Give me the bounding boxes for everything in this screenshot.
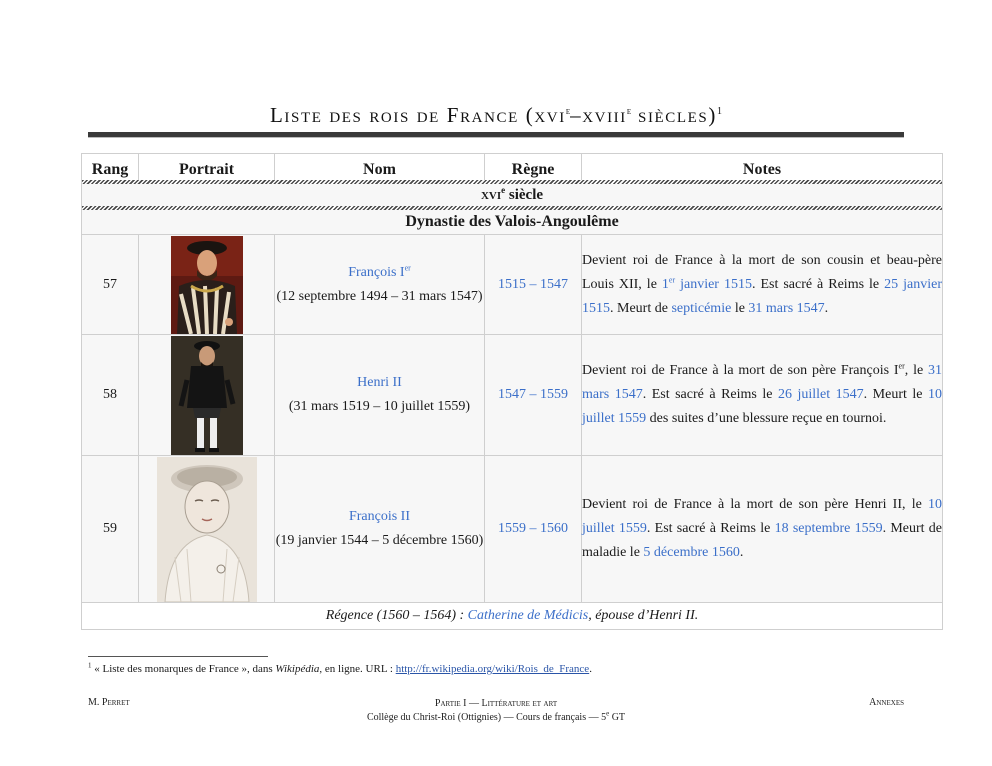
rang-cell: 59 <box>82 456 139 603</box>
king-name-link[interactable]: Henri II <box>357 375 402 390</box>
notes-link[interactable]: septicémie <box>671 300 732 316</box>
notes-text: . Est sacré à Reims le <box>751 276 885 292</box>
footer-center <box>0 697 992 725</box>
regence-suffix: , épouse d’Henri II. <box>588 608 699 623</box>
portrait-francois-ii[interactable] <box>157 457 257 602</box>
notes-text: des suites d’une blessure reçue en tournoi. <box>646 411 887 426</box>
king-dates: (19 janvier 1544 – 5 décembre 1560) <box>275 533 484 548</box>
reign-link[interactable]: 1515 – 1547 <box>485 235 582 335</box>
king-dates: (31 mars 1519 – 10 juillet 1559) <box>288 399 471 414</box>
reign-link[interactable]: 1547 – 1559 <box>485 335 582 456</box>
portrait-cell <box>139 335 275 456</box>
century-row <box>82 184 943 206</box>
footer-author: M. Perret <box>88 697 130 708</box>
notes-cell <box>582 235 943 335</box>
title-sup: e <box>626 106 632 117</box>
regence-prefix: Régence (1560 – 1564) : <box>325 608 468 623</box>
name-cell <box>275 335 485 456</box>
dynasty-label: Dynastie des Valois-Angoulême <box>82 210 943 235</box>
footnote-text: « Liste des monarques de France », dans <box>91 663 276 675</box>
notes-text: . Est sacré à Reims le <box>642 387 778 402</box>
notes-text: . <box>824 300 829 316</box>
notes-text: Devient roi de France à la mort de son père François I <box>582 363 899 378</box>
notes-cell <box>582 335 943 456</box>
column-header-rang: Rang <box>82 154 139 181</box>
notes-text: . Meurt de maladie le <box>582 521 942 560</box>
notes-text: le <box>731 300 749 316</box>
footnote-number: 1 <box>88 661 92 670</box>
title-text: siècles) <box>631 103 717 127</box>
rang-cell: 58 <box>82 335 139 456</box>
footnote-text: . <box>589 663 592 675</box>
table-row <box>82 235 943 335</box>
notes-text: . Meurt de <box>610 300 672 316</box>
title-rule <box>88 132 904 138</box>
notes-link[interactable]: 31 mars 1547 <box>748 300 825 316</box>
table-header-row <box>82 154 943 181</box>
king-name-link[interactable]: François Ier <box>348 262 411 280</box>
reign-link[interactable]: 1559 – 1560 <box>485 456 582 603</box>
column-header-regne: Règne <box>485 154 582 181</box>
title-text: Liste des rois de France (xvi <box>270 103 566 127</box>
king-dates: (12 septembre 1494 – 31 mars 1547) <box>276 288 483 304</box>
regence-link[interactable]: Catherine de Médicis <box>467 608 589 623</box>
regence-row <box>82 603 943 630</box>
notes-cell <box>582 456 943 603</box>
portrait-cell <box>139 235 275 335</box>
notes-text: . Meurt le <box>863 387 928 402</box>
footnote <box>88 663 592 675</box>
footer-course: Collège du Christ-Roi (Ottignies) — Cours de français — 5e GT <box>366 709 626 723</box>
dynasty-row <box>82 210 943 235</box>
footnote-ref[interactable]: 1 <box>716 106 722 117</box>
notes-link[interactable]: 1 <box>661 276 669 292</box>
name-cell <box>275 456 485 603</box>
footnote-rule <box>88 656 268 657</box>
notes-text: , le <box>904 363 929 378</box>
notes-link[interactable]: 26 juillet 1547 <box>777 387 864 402</box>
notes-link[interactable]: 25 janvier 1515 <box>582 276 942 316</box>
page-title <box>0 103 992 128</box>
notes-link[interactable]: er <box>668 274 676 284</box>
title-text: –xviii <box>570 103 627 127</box>
rang-cell: 57 <box>82 235 139 335</box>
notes-link[interactable]: janvier 1515 <box>675 276 752 292</box>
portrait-henri-ii[interactable] <box>171 336 243 455</box>
portrait-cell <box>139 456 275 603</box>
footer-section: Partie I — Littérature et art <box>434 698 558 709</box>
column-header-nom: Nom <box>275 154 485 181</box>
footnote-url-link[interactable]: http://fr.wikipedia.org/wiki/Rois_de_France <box>395 663 590 675</box>
notes-link[interactable]: 31 mars 1547 <box>582 363 943 402</box>
notes-text: . Est sacré à Reims le <box>646 521 775 536</box>
notes-text: er <box>898 361 905 371</box>
kings-table <box>81 153 943 630</box>
notes-text: Devient roi de France à la mort de son père Henri II, le <box>582 497 928 512</box>
name-cell <box>275 235 485 335</box>
notes-link[interactable]: 10 juillet 1559 <box>582 387 942 426</box>
notes-link[interactable]: 18 septembre 1559 <box>774 521 883 536</box>
table-row <box>82 456 943 603</box>
table-row <box>82 335 943 456</box>
king-name-link[interactable]: François II <box>348 509 411 524</box>
notes-text: . <box>739 545 744 560</box>
notes-text: Devient roi de France à la mort de son cousin et beau-père Louis XII, le <box>582 252 942 292</box>
notes-link[interactable]: 10 juillet 1559 <box>582 497 942 536</box>
century-label: xvi <box>480 186 502 203</box>
century-sup: e <box>501 184 506 195</box>
footer-annexes: Annexes <box>869 697 904 708</box>
footnote-source: Wikipédia <box>275 663 320 675</box>
portrait-francois-i[interactable] <box>171 236 243 334</box>
column-header-portrait: Portrait <box>139 154 275 181</box>
century-label: siècle <box>505 186 544 203</box>
footnote-text: , en ligne. URL : <box>319 663 396 675</box>
column-header-notes: Notes <box>582 154 943 181</box>
notes-link[interactable]: 5 décembre 1560 <box>643 545 740 560</box>
title-sup: e <box>565 106 571 117</box>
